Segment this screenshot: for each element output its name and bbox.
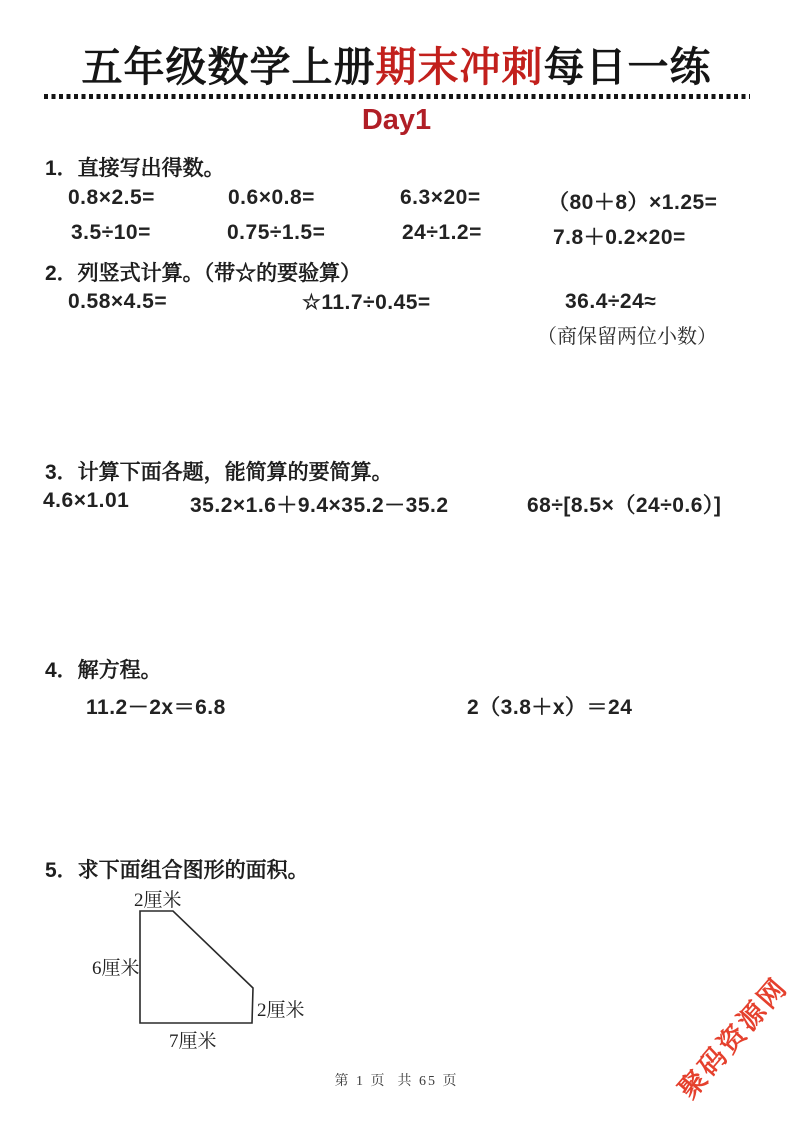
dotted-divider bbox=[44, 94, 750, 99]
title-segment-left: 五年级数学上册 bbox=[81, 44, 376, 90]
title-highlight: 期末冲刺 bbox=[375, 44, 544, 90]
q3-equation-1: 4.6×1.01 bbox=[43, 489, 130, 512]
q1-equation-1: 0.8×2.5= bbox=[68, 186, 155, 209]
q4-equation-2: 2（3.8＋x）＝24 bbox=[467, 696, 633, 719]
page-title bbox=[0, 34, 793, 93]
q1-equation-7: 24÷1.2= bbox=[402, 221, 482, 244]
dimension-label-left: 6厘米 bbox=[92, 958, 140, 979]
q2-equation-3: 36.4÷24≈ bbox=[565, 290, 657, 313]
question-1-heading: 1．直接写出得数。 bbox=[45, 157, 225, 180]
q1-equation-8: 7.8＋0.2×20= bbox=[553, 226, 686, 249]
q3-equation-2: 35.2×1.6＋9.4×35.2－35.2 bbox=[190, 494, 449, 517]
composite-shape-figure bbox=[133, 904, 263, 1030]
day-label: Day1 bbox=[361, 104, 432, 136]
page-number-footer: 第 1 页 共 65 页 bbox=[334, 1074, 459, 1089]
question-5-heading: 5．求下面组合图形的面积。 bbox=[45, 859, 309, 882]
question-4-heading: 4．解方程。 bbox=[45, 659, 162, 682]
q2-equation-2: ☆11.7÷0.45= bbox=[302, 291, 431, 314]
q3-equation-3: 68÷[8.5×（24÷0.6）] bbox=[527, 494, 722, 517]
title-segment-right: 每日一练 bbox=[543, 44, 712, 90]
q2-equation-1: 0.58×4.5= bbox=[68, 290, 168, 313]
pentagon-shape bbox=[140, 911, 253, 1023]
q1-equation-2: 0.6×0.8= bbox=[228, 186, 315, 209]
question-3-heading: 3．计算下面各题，能简算的要简算。 bbox=[45, 461, 393, 484]
q1-equation-6: 0.75÷1.5= bbox=[227, 221, 326, 244]
dimension-label-top: 2厘米 bbox=[134, 890, 182, 911]
q1-equation-4: （80＋8）×1.25= bbox=[548, 191, 718, 214]
dimension-label-bottom: 7厘米 bbox=[169, 1031, 217, 1052]
q4-equation-1: 11.2－2x＝6.8 bbox=[86, 696, 226, 719]
q1-equation-5: 3.5÷10= bbox=[71, 221, 151, 244]
q2-rounding-note: （商保留两位小数） bbox=[537, 326, 717, 348]
dimension-label-right: 2厘米 bbox=[257, 1000, 305, 1021]
site-watermark: 聚码资源网 bbox=[672, 971, 793, 1105]
q1-equation-3: 6.3×20= bbox=[400, 186, 481, 209]
question-2-heading: 2．列竖式计算。（带☆的要验算） bbox=[45, 262, 362, 285]
